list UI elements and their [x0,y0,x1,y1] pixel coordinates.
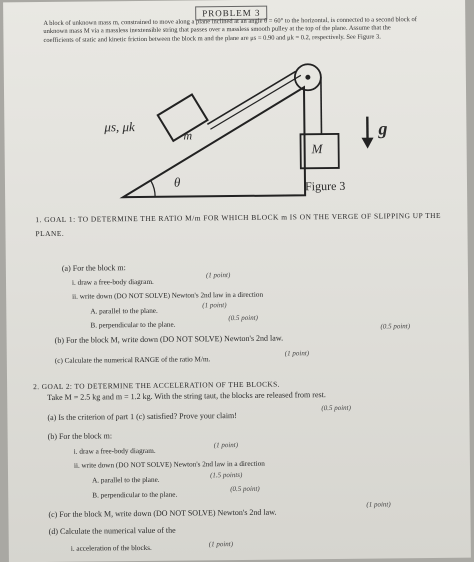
goal2-b-i: i. draw a free-body diagram. [74,447,156,456]
goal2-c-points: (1 point) [366,500,390,508]
hanging-string [321,77,322,134]
goal1-a-ii-A: A. parallel to the plane. [90,307,158,316]
string-along-plane [207,71,297,124]
goal2-d-i-points: (1 point) [209,540,233,548]
gravity-label: g [378,118,387,139]
figure-caption: Figure 3 [305,179,345,194]
goal2-b-i-points: (1 point) [214,441,238,449]
goal1-c-points: (1 point) [285,349,309,357]
pulley-axle [305,75,310,80]
friction-label: μs, μk [104,119,135,135]
goal1-header: 1. GOAL 1: TO DETERMINE THE RATIO M/m FOR WHICH BLOCK m IS ON THE VERGE OF SLIPPING UP THE PLANE. [35,209,445,241]
goal2-b-ii-A: A. parallel to the plane. [92,476,160,485]
problem-statement: A block of unknown mass m, constrained to move along a plane inclined at an angle θ = 60° to the horizontal, is connected to a second block of unknown mass M via a massless inextensible string that passes over a massless smooth pulley at the top of the plane. Assume that the coefficients of static and kinetic friction between the block m and the plane are μs = 0.90 and μk = 0.2, respectively. See Figure 3. [43,16,419,45]
goal1-a-ii-B-points: (0.5 point) [228,314,258,322]
block-m-label: m [183,128,192,143]
goal2-header: 2. GOAL 2: TO DETERMINE THE ACCELERATION OF THE BLOCKS. [33,380,280,392]
angle-arc [151,181,155,197]
goal2-given: Take M = 2.5 kg and m = 1.2 kg. With the string taut, the blocks are released from rest. [47,390,326,402]
goal1-b-points: (0.5 point) [380,322,410,330]
goal1-part-b: (b) For the block M, write down (DO NOT SOLVE) Newton's 2nd law. [55,334,284,345]
goal1-a-ii: ii. write down (DO NOT SOLVE) Newton's 2nd law in a direction [72,291,263,301]
goal2-b-ii-B: B. perpendicular to the plane. [92,491,177,500]
goal2-b-ii: ii. write down (DO NOT SOLVE) Newton's 2nd law in a direction [74,460,265,470]
goal1-a-i-points: (1 point) [206,271,230,279]
goal2-part-a: (a) Is the criterion of part 1 (c) satisfied? Prove your claim! [47,411,237,422]
angle-label: θ [174,175,181,191]
exam-sheet [3,0,471,562]
block-M-label: M [312,141,323,157]
goal2-a-points: (0.5 point) [321,404,351,412]
gravity-arrowhead [362,138,374,149]
goal1-a-ii-A-points: (1 point) [202,301,226,309]
goal1-part-c: (c) Calculate the numerical RANGE of the ratio M/m. [55,355,211,365]
goal2-part-d: (d) Calculate the numerical value of the [49,526,176,536]
goal2-part-c: (c) For the block M, write down (DO NOT SOLVE) Newton's 2nd law. [48,508,276,519]
incline-plane [122,87,305,197]
goal1-a-i: i. draw a free-body diagram. [72,278,154,287]
problem-title: PROBLEM 3 [195,6,267,21]
goal1-a-ii-B: B. perpendicular to the plane. [90,321,175,330]
incline-figure [3,0,467,217]
goal2-b-ii-B-points: (0.5 point) [230,485,260,493]
goal2-d-i: i. acceleration of the blocks. [71,544,152,553]
goal2-part-b: (b) For the block m: [48,431,113,441]
string-edge [210,75,302,129]
goal1-part-a: (a) For the block m: [62,263,126,273]
goal2-b-ii-A-points: (1.5 points) [210,471,242,479]
